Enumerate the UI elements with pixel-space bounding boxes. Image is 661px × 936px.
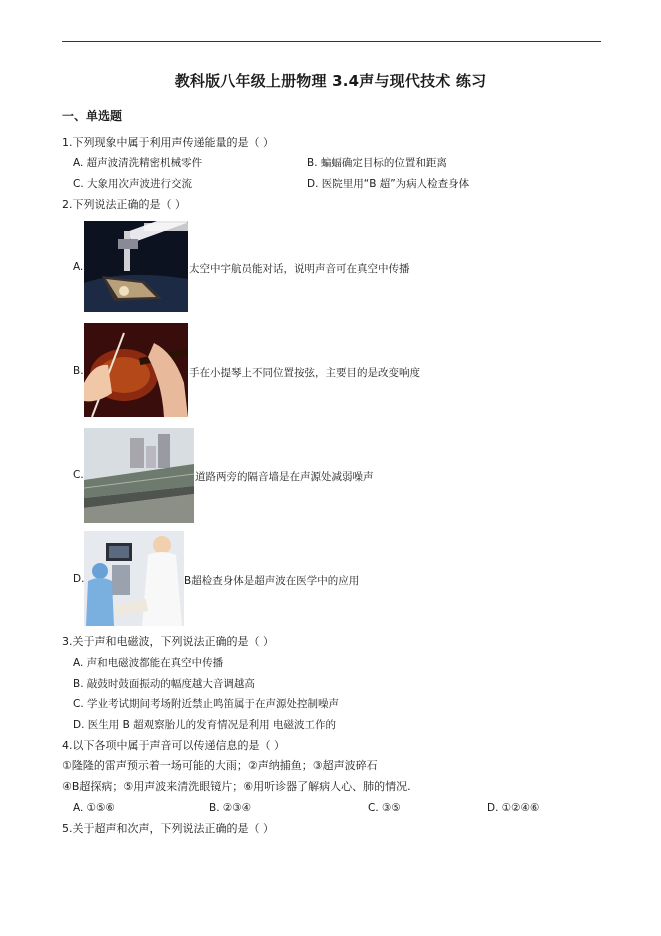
question-1-option-a: A. 超声波清洗精密机械零件 bbox=[73, 157, 203, 169]
question-2-option-a-label: A. bbox=[73, 261, 84, 273]
question-4-stem: 4.以下各项中属于声音可以传递信息的是（ ） bbox=[62, 739, 285, 752]
question-3-option-c: C. 学业考试期间考场附近禁止鸣笛属于在声源处控制噪声 bbox=[73, 698, 340, 710]
header-rule bbox=[62, 41, 601, 42]
question-4-line-2: ④B超探病；⑤用声波来清洗眼镜片；⑥用听诊器了解病人心、肺的情况. bbox=[62, 780, 411, 793]
page-title: 教科版八年级上册物理 3.4声与现代技术 练习 bbox=[174, 72, 487, 90]
question-3-stem: 3.关于声和电磁波，下列说法正确的是（ ） bbox=[62, 635, 274, 648]
question-2-option-d-text: B超检查身体是超声波在医学中的应用 bbox=[184, 575, 360, 587]
question-4-line-1: ①隆隆的雷声预示着一场可能的大雨；②声纳捕鱼；③超声波碎石 bbox=[62, 759, 378, 772]
question-1-option-b: B. 蝙蝠确定目标的位置和距离 bbox=[307, 157, 447, 169]
question-2-option-b-label: B. bbox=[73, 365, 84, 377]
question-3-option-d: D. 医生用 B 超观察胎儿的发育情况是利用 电磁波工作的 bbox=[73, 719, 336, 731]
question-2-option-c-label: C. bbox=[73, 469, 84, 481]
section-heading: 一、单选题 bbox=[62, 109, 123, 123]
question-3-option-a: A. 声和电磁波都能在真空中传播 bbox=[73, 657, 224, 669]
question-2-option-a-text: 太空中宇航员能对话，说明声音可在真空中传播 bbox=[189, 263, 410, 275]
question-1-option-d: D. 医院里用“B 超”为病人检查身体 bbox=[307, 178, 470, 190]
question-4-option-a: A. ①⑤⑥ bbox=[73, 802, 115, 814]
question-4-option-d: D. ①②④⑥ bbox=[487, 802, 540, 814]
sound-barrier-image bbox=[84, 428, 194, 523]
question-2-option-b-text: 手在小提琴上不同位置按弦，主要目的是改变响度 bbox=[189, 367, 420, 379]
question-2-stem: 2.下列说法正确的是（ ） bbox=[62, 198, 186, 211]
question-1-option-c: C. 大象用次声波进行交流 bbox=[73, 178, 193, 190]
question-3-option-b: B. 敲鼓时鼓面振动的幅度越大音调越高 bbox=[73, 678, 255, 690]
question-1-stem: 1.下列现象中属于利用声传递能量的是（ ） bbox=[62, 136, 274, 149]
question-2-option-c-text: 道路两旁的隔音墙是在声源处减弱噪声 bbox=[195, 471, 374, 483]
space-station-image bbox=[84, 221, 188, 312]
question-4-option-c: C. ③⑤ bbox=[368, 802, 401, 814]
violin-image bbox=[84, 323, 188, 417]
question-5-stem: 5.关于超声和次声，下列说法正确的是（ ） bbox=[62, 822, 274, 835]
question-2-option-d-label: D. bbox=[73, 573, 85, 585]
ultrasound-exam-image bbox=[84, 531, 184, 626]
question-4-option-b: B. ②③④ bbox=[209, 802, 252, 814]
